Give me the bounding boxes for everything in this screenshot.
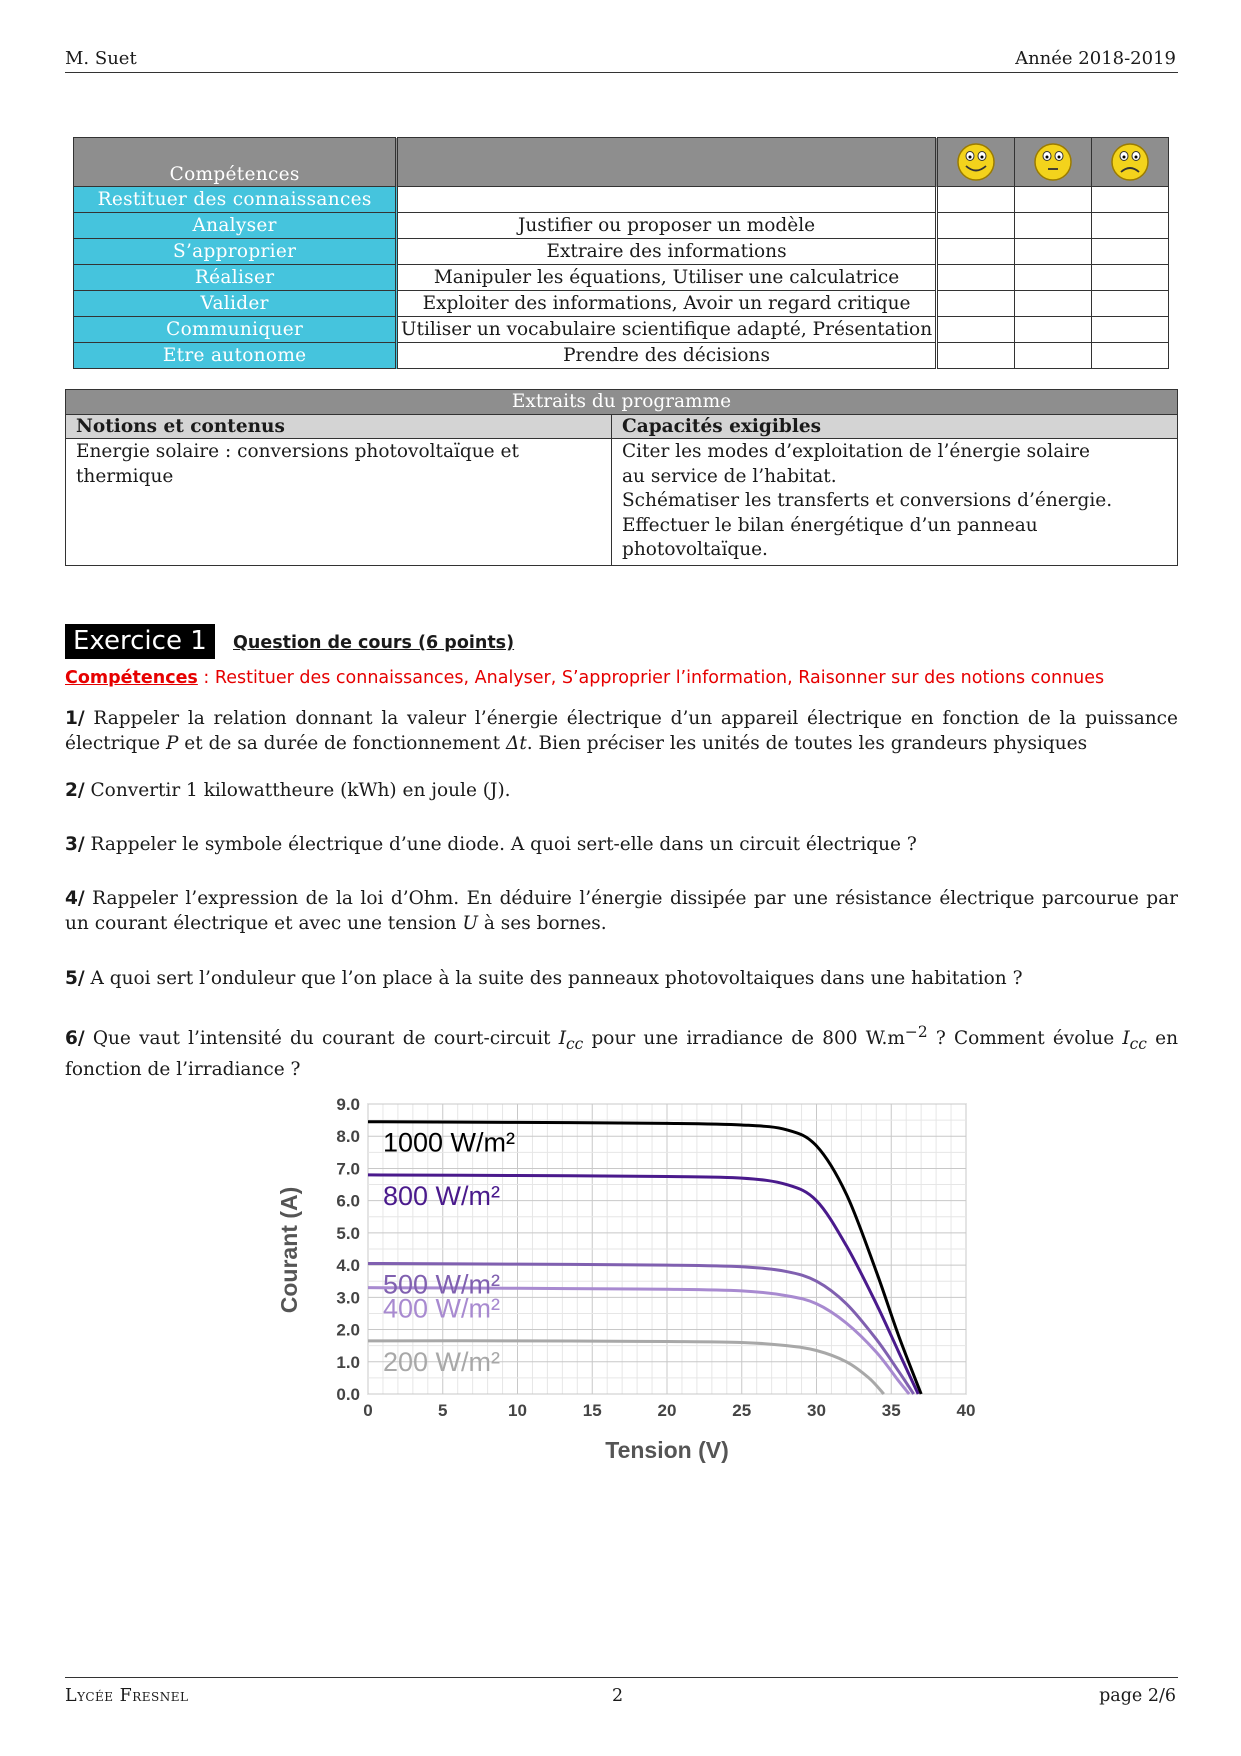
x-tick-label: 10 xyxy=(508,1401,527,1420)
question-3: 3/ Rappeler le symbole électrique d’une diode. A quoi sert-elle dans un circuit électrique ? xyxy=(65,834,917,855)
school-year: Année 2018-2019 xyxy=(1015,48,1176,69)
question-6: 6/ Que vaut l’intensité du courant de court-circuit $I_{cc}$ pour une irradiance de 800 $W.m^{-2}$ ? Comment évolue $I_{cc}$ en fonction de l’irradiance ? xyxy=(65,1023,1178,1080)
programme-table xyxy=(65,389,1178,566)
series-label: 800 W/m² xyxy=(382,1180,500,1211)
notion-cell: Energie solaire : conversions photovoltaïque et thermique xyxy=(66,439,612,566)
competence-desc xyxy=(397,187,936,213)
smiley-sad-cell xyxy=(1091,138,1168,187)
question-1: 1/ Rappeler la relation donnant la valeur l’énergie électrique d’un appareil électrique en fonction de la puissance électrique P et de sa durée de fonctionnement Δt. Bien préciser les unités de toutes les grandeurs physiques xyxy=(65,708,1178,754)
competence-row xyxy=(74,291,1169,317)
capacite-line: au service de l’habitat. xyxy=(622,465,837,487)
series-label: 1000 W/m² xyxy=(382,1127,515,1158)
competence-row xyxy=(74,213,1169,239)
author: M. Suet xyxy=(65,48,137,69)
competence-desc: Justifier ou proposer un modèle xyxy=(397,213,936,239)
series-label: 200 W/m² xyxy=(382,1346,500,1377)
question-number: 2/ xyxy=(65,780,85,801)
competence-label: Restituer des connaissances xyxy=(74,187,397,213)
competence-row xyxy=(74,239,1169,265)
y-tick-label: 6.0 xyxy=(336,1191,360,1211)
competence-label: Réaliser xyxy=(74,265,397,291)
x-tick-label: 15 xyxy=(582,1401,602,1420)
footer-page-number: 2 xyxy=(612,1686,624,1706)
series-label: 500 W/m² xyxy=(382,1269,500,1300)
smiley-neutral-cell xyxy=(1014,138,1091,187)
capacite-line: Citer les modes d’exploitation de l’énergie solaire xyxy=(622,441,1090,462)
footer-rule xyxy=(65,1677,1178,1678)
competence-desc: Prendre des décisions xyxy=(397,343,936,369)
y-tick-label: 2.0 xyxy=(336,1320,360,1340)
programme-title: Extraits du programme xyxy=(66,390,1178,415)
smiley-neutral-icon xyxy=(1033,142,1073,182)
competence-desc: Extraire des informations xyxy=(397,239,936,265)
question-number: 4/ xyxy=(65,888,85,909)
competence-label: S’approprier xyxy=(74,239,397,265)
competences-text: : Restituer des connaissances, Analyser, S’approprier l’information, Raisonner sur des notions connues xyxy=(197,668,1105,688)
competences-desc-header xyxy=(397,138,936,187)
competence-label: Communiquer xyxy=(74,317,397,343)
header-rule xyxy=(65,72,1178,73)
y-tick-label: 0.0 xyxy=(336,1385,360,1404)
footer-page-of: page 2/6 xyxy=(1099,1686,1176,1706)
competence-desc: Utiliser un vocabulaire scientifique adapté, Présentation xyxy=(397,317,936,343)
smiley-happy-cell xyxy=(936,138,1014,187)
competence-desc: Exploiter des informations, Avoir un regard critique xyxy=(397,291,936,317)
question-2: 2/ Convertir 1 kilowattheure (kWh) en joule (J). xyxy=(65,780,511,801)
competences-title: Compétences xyxy=(74,138,397,187)
competence-desc: Manipuler les équations, Utiliser une calculatrice xyxy=(397,265,936,291)
y-tick-label: 5.0 xyxy=(336,1223,360,1243)
competence-label: Valider xyxy=(74,291,397,317)
x-tick-label: 30 xyxy=(807,1401,826,1420)
competence-label: Analyser xyxy=(74,213,397,239)
notions-header: Notions et contenus xyxy=(66,415,612,439)
competence-row xyxy=(74,343,1169,369)
competence-row xyxy=(74,265,1169,291)
y-tick-label: 1.0 xyxy=(336,1352,360,1372)
x-tick-label: 25 xyxy=(732,1401,752,1420)
x-tick-label: 20 xyxy=(657,1401,677,1420)
question-number: 6/ xyxy=(65,1028,85,1050)
question-5: 5/ A quoi sert l’onduleur que l’on place à la suite des panneaux photovoltaiques dans une habitation ? xyxy=(65,968,1023,989)
capacite-line: Schématiser les transferts et conversions d’énergie. xyxy=(622,490,1113,511)
smiley-sad-icon xyxy=(1110,142,1150,182)
y-tick-label: 7.0 xyxy=(336,1159,360,1179)
exercise-title: Question de cours (6 points) xyxy=(233,633,515,653)
y-tick-label: 8.0 xyxy=(336,1127,360,1147)
question-number: 5/ xyxy=(65,968,85,989)
capacites-header: Capacités exigibles xyxy=(612,415,1178,439)
iv-curve-chart xyxy=(265,1090,1005,1470)
y-tick-label: 3.0 xyxy=(336,1288,360,1308)
x-tick-label: 35 xyxy=(881,1401,901,1420)
footer-school: Lycée Fresnel xyxy=(65,1686,189,1706)
x-axis-label: Tension (V) xyxy=(605,1437,729,1463)
y-tick-label: 9.0 xyxy=(336,1095,360,1114)
question-4: 4/ Rappeler l’expression de la loi d’Ohm. En déduire l’énergie dissipée par une résistance électrique parcourue par un courant électrique et avec une tension U à ses bornes. xyxy=(65,888,1178,934)
capacite-line: Effectuer le bilan énergétique d’un panneau photovoltaïque. xyxy=(622,514,1038,560)
y-axis-label: Courant (A) xyxy=(276,1186,302,1314)
question-number: 1/ xyxy=(65,708,85,729)
y-tick-label: 4.0 xyxy=(336,1256,360,1276)
x-tick-label: 0 xyxy=(363,1401,373,1420)
competence-row xyxy=(74,317,1169,343)
exercise-badge: Exercice 1 xyxy=(65,624,215,659)
question-number: 3/ xyxy=(65,834,85,855)
competence-label: Etre autonome xyxy=(74,343,397,369)
competences-label: Compétences xyxy=(65,668,198,688)
competences-table xyxy=(73,137,1169,369)
x-tick-label: 40 xyxy=(956,1401,976,1420)
series-label: 400 W/m² xyxy=(382,1293,500,1324)
smiley-happy-icon xyxy=(956,142,996,182)
competence-row xyxy=(74,187,1169,213)
exercise-competences xyxy=(65,668,1104,688)
x-tick-label: 5 xyxy=(438,1401,448,1420)
capacites-cell xyxy=(612,439,1178,566)
